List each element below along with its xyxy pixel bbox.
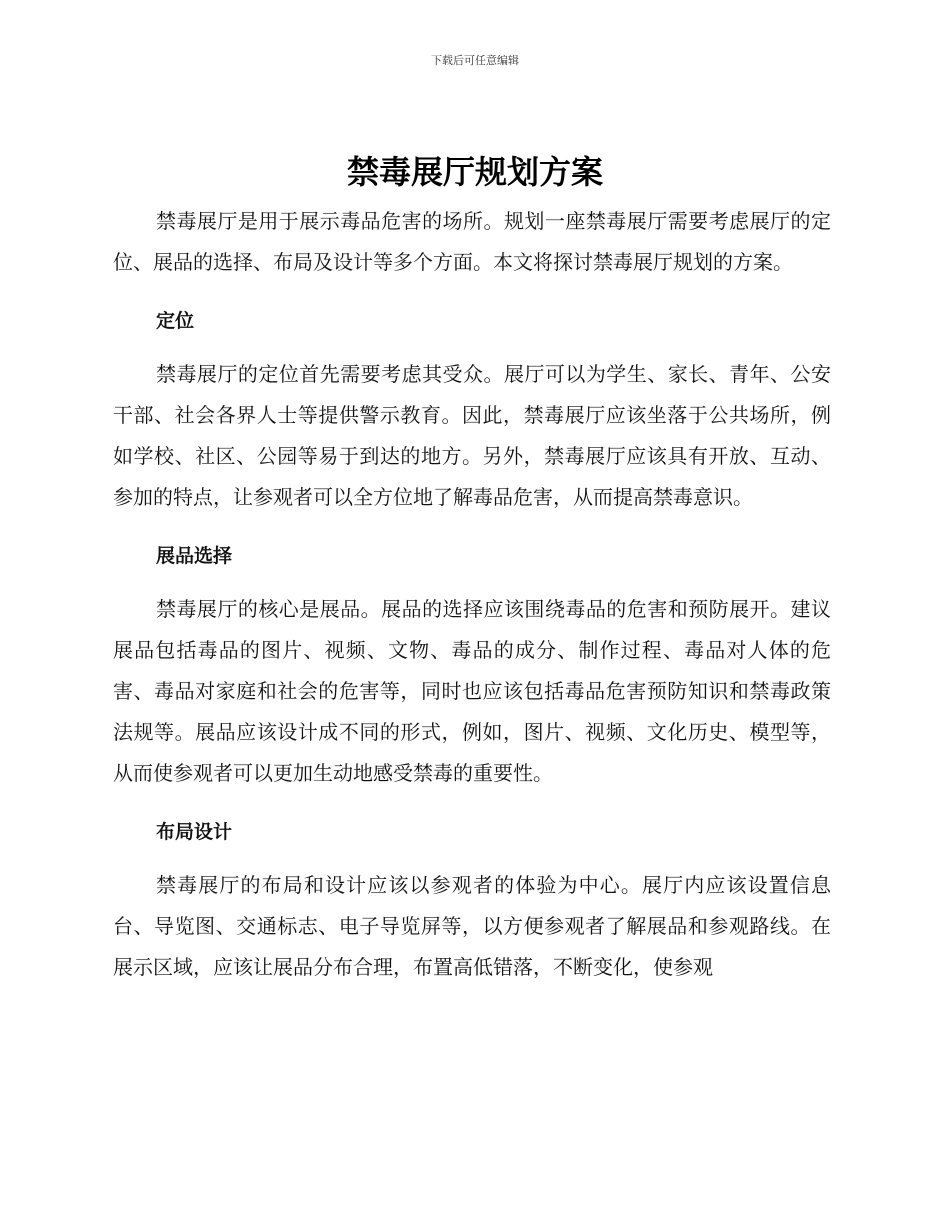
document-title: 禁毒展厅规划方案 — [346, 153, 603, 191]
intro-paragraph: 禁毒展厅是用于展示毒品危害的场所。规划一座禁毒展厅需要考虑展厅的定位、展品的选择、布局及设计等多个方面。本文将探讨禁毒展厅规划的方案。 — [113, 209, 831, 274]
section-heading-layout-design: 布局设计 — [156, 821, 233, 843]
document-body — [113, 201, 831, 988]
section-body-exhibit-selection: 禁毒展厅的核心是展品。展品的选择应该围绕毒品的危害和预防展开。建议展品包括毒品的图片、视频、文物、毒品的成分、制作过程、毒品对人体的危害、毒品对家庭和社会的危害等，同时也应该包括毒品危害预防知识和禁毒政策法规等。展品应该设计成不同的形式，例如，图片、视频、文化历史、模型等，从而使参观者可以更加生动地感受禁毒的重要性。 — [113, 597, 831, 785]
section-body-layout-design: 禁毒展厅的布局和设计应该以参观者的体验为中心。展厅内应该设置信息台、导览图、交通标志、电子导览屏等，以方便参观者了解展品和参观路线。在展示区域，应该让展品分布合理，布置高低错落，不断变化，使参观 — [113, 873, 831, 979]
header-note: 下载后可任意编辑 — [431, 54, 519, 67]
section-body-positioning: 禁毒展厅的定位首先需要考虑其受众。展厅可以为学生、家长、青年、公安干部、社会各界人士等提供警示教育。因此，禁毒展厅应该坐落于公共场所，例如学校、社区、公园等易于到达的地方。另外，禁毒展厅应该具有开放、互动、参加的特点，让参观者可以全方位地了解毒品危害，从而提高禁毒意识。 — [113, 362, 831, 509]
section-heading-exhibit-selection: 展品选择 — [156, 545, 233, 567]
section-heading-positioning: 定位 — [156, 310, 195, 332]
